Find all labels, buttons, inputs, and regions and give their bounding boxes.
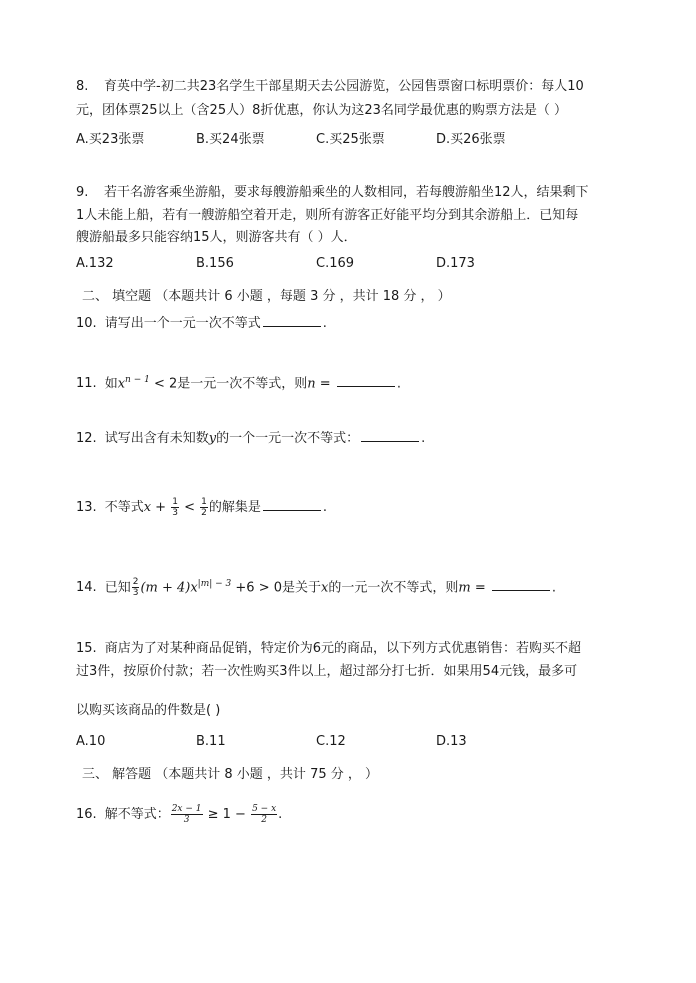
q14-period: . — [551, 580, 556, 596]
q11-pre: 如 — [104, 376, 118, 392]
q16-ge: ≥ 1 − — [203, 807, 251, 822]
q12-post: 的一个一元一次不等式： — [216, 431, 360, 446]
q9-text-1: 若干名游客乘坐游船，要求每艘游船乘坐的人数相同，若每艘游船坐12人，结果剩下 — [104, 185, 589, 200]
q15-option-a[interactable]: A.10 — [76, 734, 106, 749]
q16-fraction-1 — [171, 804, 203, 825]
q8-line2: 元，团体票25以上（含25人）8折优惠，你认为这23名同学最优惠的购票方法是（ ） — [76, 103, 568, 118]
q13-var-x: x — [143, 500, 152, 515]
q13-number: 13. — [76, 500, 97, 515]
q14-denominator: 3 — [132, 588, 139, 599]
q16-f2-denominator: 2 — [261, 815, 267, 825]
q14-var-x: x — [321, 580, 329, 596]
q13-period: . — [322, 500, 328, 515]
q14-pre: 已知 — [104, 580, 131, 596]
q13-post: 的解集是 — [208, 500, 261, 515]
q14-rest: +6 > 0是关于 — [231, 580, 321, 596]
q10-number: 10. — [76, 316, 97, 331]
q13-fraction-1 — [171, 497, 179, 518]
q16-f1-numerator: 2x − 1 — [171, 804, 202, 814]
q9-line3: 艘游船最多只能容纳15人，则游客共有（ ）人． — [76, 230, 357, 245]
q11-var-x: x — [117, 376, 126, 392]
q11-equals: = — [315, 376, 335, 392]
q8-option-b[interactable]: B.买24张票 — [196, 132, 265, 147]
q11-period: . — [396, 376, 401, 392]
q10-answer-blank[interactable] — [263, 314, 321, 327]
q9-number: 9. — [76, 185, 89, 200]
q11-exponent: n − 1 — [125, 375, 150, 385]
q8-line1 — [76, 78, 584, 96]
q11-mid: < 2是一元一次不等式，则 — [149, 376, 308, 392]
q14-answer-blank[interactable] — [492, 578, 550, 591]
q13-answer-blank[interactable] — [263, 498, 321, 511]
q12-var-y: y — [208, 431, 217, 446]
q11 — [76, 371, 401, 393]
q14-post: 的一元一次不等式，则 — [328, 580, 459, 596]
q16 — [76, 804, 282, 825]
q8-options — [76, 128, 636, 146]
q9-option-a[interactable]: A.132 — [76, 256, 114, 271]
q13-f2-denominator: 2 — [201, 508, 207, 518]
q9-line1 — [76, 184, 589, 202]
q9-options — [76, 256, 636, 274]
q11-var-n: n — [307, 376, 316, 392]
q15-option-d[interactable]: D.13 — [436, 734, 467, 749]
q9-line2: 1人未能上船，若有一艘游船空着开走，则所有游客正好能平均分到其余游船上．已知每 — [76, 208, 579, 223]
q15-options — [76, 734, 636, 752]
q13-f1-numerator: 1 — [172, 497, 178, 507]
q13-f2-numerator: 1 — [201, 497, 207, 507]
q14-fraction — [132, 577, 140, 598]
q14-numerator: 2 — [132, 577, 139, 588]
section-solve-title: 三、 解答题 （本题共计 8 小题 ，共计 75 分 ， ） — [82, 767, 379, 782]
q14-number: 14. — [76, 580, 97, 596]
q15-line1 — [76, 640, 581, 658]
q12-period: . — [421, 431, 426, 446]
q15-line3: 以购买该商品的件数是( ) — [76, 703, 221, 718]
q13 — [76, 497, 327, 518]
q12-pre: 试写出含有未知数 — [104, 431, 209, 446]
q16-f2-numerator: 5 − x — [252, 804, 277, 814]
q8-text-1: 育英中学-初二共23名学生干部星期天去公园游览，公园售票窗口标明票价：每人10 — [104, 79, 584, 94]
q15-number: 15. — [76, 641, 97, 656]
q16-pre: 解不等式： — [104, 807, 170, 822]
q14 — [76, 575, 556, 598]
q8-option-a[interactable]: A.买23张票 — [76, 132, 145, 147]
q12 — [76, 429, 425, 448]
q14-exponent: |m| − 3 — [197, 579, 232, 589]
q16-number: 16. — [76, 807, 97, 822]
q15-line2: 过3件，按原价付款；若一次性购买3件以上，超过部分打七折．如果用54元钱，最多可 — [76, 664, 578, 679]
q13-less-than: < — [179, 500, 200, 515]
q16-period: . — [278, 807, 283, 822]
q14-var-m: m — [458, 580, 471, 596]
q10-text: 请写出一个一元一次不等式 — [104, 316, 261, 331]
q13-pre: 不等式 — [104, 500, 144, 515]
q14-equals: = — [470, 580, 490, 596]
q11-number: 11. — [76, 376, 97, 392]
q11-answer-blank[interactable] — [337, 374, 395, 387]
q15-text-1: 商店为了对某种商品促销，特定价为6元的商品，以下列方式优惠销售：若购买不超 — [104, 641, 581, 656]
section-fill-in-title: 二、 填空题 （本题共计 6 小题 ，每题 3 分 ，共计 18 分 ， ） — [82, 289, 451, 304]
q8-number: 8. — [76, 79, 89, 94]
q16-f1-denominator: 3 — [183, 815, 190, 825]
q13-f1-denominator: 3 — [172, 508, 178, 518]
q15-option-c[interactable]: C.12 — [316, 734, 346, 749]
q15-option-b[interactable]: B.11 — [196, 734, 226, 749]
q8-option-d[interactable]: D.买26张票 — [436, 132, 506, 147]
q10 — [76, 314, 327, 333]
q8-option-c[interactable]: C.买25张票 — [316, 132, 385, 147]
q12-answer-blank[interactable] — [361, 429, 419, 442]
q9-option-b[interactable]: B.156 — [196, 256, 234, 271]
q14-expression: (m + 4)x — [140, 580, 198, 596]
q12-number: 12. — [76, 431, 97, 446]
q9-option-c[interactable]: C.169 — [316, 256, 355, 271]
q13-fraction-2 — [200, 497, 208, 518]
q10-period: . — [322, 316, 327, 331]
q16-fraction-2 — [251, 804, 277, 825]
q9-option-d[interactable]: D.173 — [436, 256, 475, 271]
q13-plus: + — [151, 500, 171, 515]
